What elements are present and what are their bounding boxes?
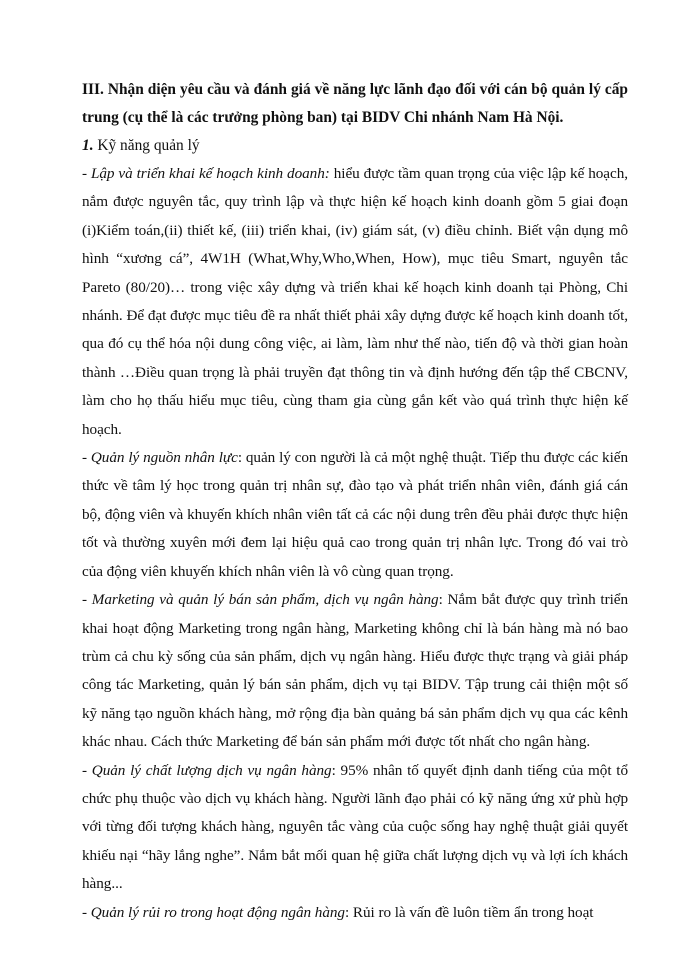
paragraph-lead: - Quản lý chất lượng dịch vụ ngân hàng <box>82 761 332 779</box>
document-page <box>82 76 628 927</box>
paragraph-text: : Rủi ro là vấn đề luôn tiềm ẩn trong hoạt <box>344 903 594 921</box>
paragraph-lead: - Quản lý nguồn nhân lực <box>82 449 238 467</box>
paragraph-service-quality <box>82 757 628 899</box>
paragraph-human-resources <box>82 444 628 586</box>
paragraph-text: : 95% nhân tố quyết định danh tiếng của một tổ chức phụ thuộc vào dịch vụ khách hàng. Người lãnh đạo phải có kỹ năng ứng xử phù hợp với từng đối tượng khách hàng, nguyên tắc vàng của cuộc sống hay nghệ thuật giải quyết khiếu nại “hãy lắng nghe”. Nắm bắt mối quan hệ giữa chất lượng dịch vụ và lợi ích khách hàng... <box>82 761 629 893</box>
paragraph-text: hiểu được tầm quan trọng của việc lập kế hoạch, nắm được nguyên tắc, quy trình lập và thực hiện kế hoạch kinh doanh gồm 5 giai đoạn (i)Kiểm toán,(ii) thiết kế, (iii) triển khai, (iv) giám sát, (v) điều chỉnh. Biết vận dụng mô hình “xương cá”, 4W1H (What,Why,Who,When, How), mục tiêu Smart, nguyên tắc Pareto (80/20)… trong việc xây dựng và triển khai kế hoạch kinh doanh tại Phòng, Chi nhánh. Để đạt được mục tiêu đề ra nhất thiết phải xây dựng được kế hoạch kinh doanh tốt, qua đó cụ thể hóa nội dung công việc, ai làm, làm như thế nào, tiến độ và thời gian hoàn thành …Điều quan trọng là phải truyền đạt thông tin và định hướng đến tập thể CBCNV, làm cho họ thấu hiểu mục tiêu, cùng tham gia cùng gắn kết vào quá trình thực hiện kế hoạch. <box>82 165 628 438</box>
subsection-heading <box>82 132 628 160</box>
paragraph-text: : quản lý con người là cả một nghệ thuật. Tiếp thu được các kiến thức về tâm lý học trong quản trị nhân sự, đào tạo và phát triển nhân viên, đánh giá cán bộ, động viên và khuyến khích nhân viên tất cả các nội dung trên đều phải được thực hiện tốt và thường xuyên mới đem lại hiệu quả cao trong quản trị nhân lực. Trong đó vai trò của động viên khuyến khích nhân viên là vô cùng quan trọng. <box>82 449 629 580</box>
paragraph-business-plan <box>82 160 628 444</box>
paragraph-risk-management <box>82 899 628 927</box>
paragraph-marketing <box>82 586 628 756</box>
paragraph-lead: - Lập và triển khai kế hoạch kinh doanh: <box>82 165 330 182</box>
paragraph-lead: - Quản lý rủi ro trong hoạt động ngân hàng <box>82 903 345 921</box>
subsection-title: Kỹ năng quản lý <box>93 137 200 154</box>
subsection-number: 1. <box>82 137 94 154</box>
paragraph-lead: - Marketing và quản lý bán sản phẩm, dịch vụ ngân hàng <box>82 591 439 609</box>
paragraph-text: : Nắm bắt được quy trình triển khai hoạt động Marketing trong ngân hàng, Marketing không chỉ là bán hàng mà nó bao trùm cả chu kỳ sống của sản phẩm, dịch vụ ngân hàng. Hiểu được thực trạng và giải pháp công tác Marketing, quản lý bán sản phẩm, dịch vụ tại BIDV. Tập trung cải thiện một số kỹ năng tạo nguồn khách hàng, mở rộng địa bàn quảng bá sản phẩm dịch vụ qua các kênh khác nhau. Cách thức Marketing để bán sản phẩm mới được tốt nhất cho ngân hàng. <box>82 591 628 751</box>
section-heading: III. Nhận diện yêu cầu và đánh giá về năng lực lãnh đạo đối với cán bộ quản lý cấp trung (cụ thể là các trưởng phòng ban) tại BIDV Chi nhánh Nam Hà Nội. <box>82 81 628 126</box>
